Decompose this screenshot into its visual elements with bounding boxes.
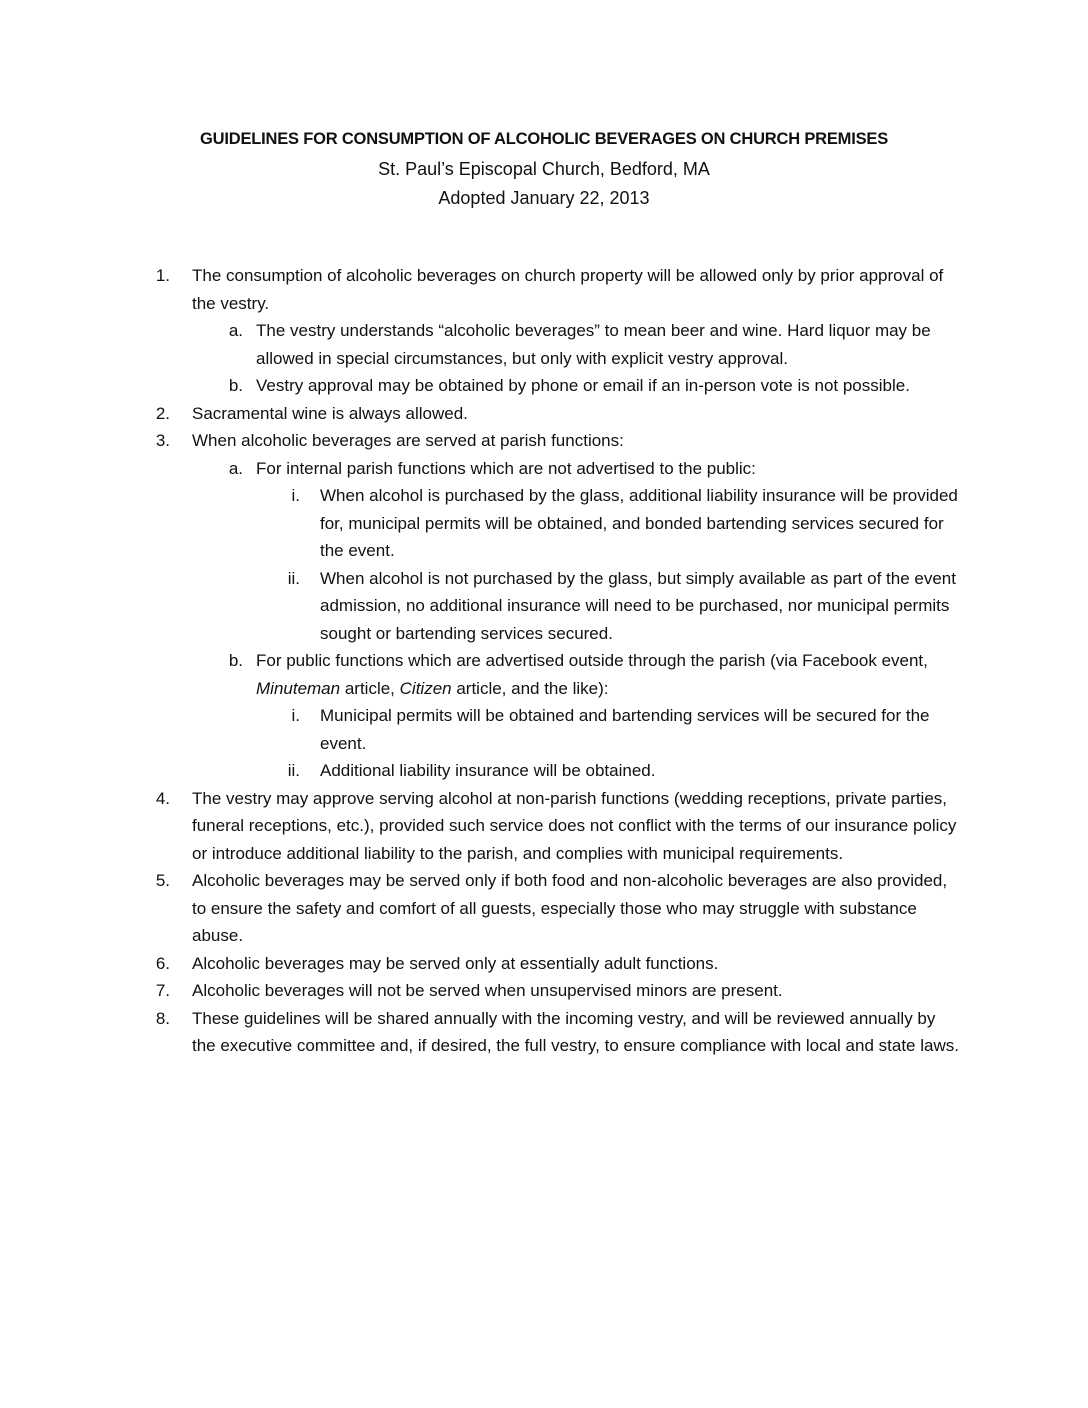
publication-name-citizen: Citizen [399,678,452,698]
item-text: When alcoholic beverages are served at parish functions: [192,431,624,450]
item-text: The vestry may approve serving alcohol at non-parish functions (wedding receptions, private parties, funeral receptions, etc.), provided such service does not conflict with the terms of our insurance policy or introduce additional liability to the parish, and complies with municipal requirements. [192,788,957,863]
item-text: The vestry understands “alcoholic beverages” to mean beer and wine. Hard liquor may be allowed in special circumstances, but only with explicit vestry approval. [256,321,931,368]
guideline-4 [155,785,962,868]
guideline-8 [155,1005,962,1060]
item-marker: ii. [287,568,300,588]
item-text: The consumption of alcoholic beverages on church property will be allowed only by prior approval of the vestry. [192,266,944,313]
item-text: Alcoholic beverages may be served only at essentially adult functions. [192,953,719,973]
item-text: Municipal permits will be obtained and bartending services will be secured for the event. [320,706,930,753]
item-marker: 7. [155,981,170,1000]
guideline-3b-i [291,702,962,757]
guideline-7 [155,977,962,1005]
guideline-3b-ii [287,757,962,785]
item-marker: 2. [155,403,170,423]
item-text-part: For public functions which are advertised outside through the parish (via Facebook event, [256,651,928,670]
item-text [256,651,928,698]
item-marker: 1. [155,266,170,285]
item-marker: ii. [287,761,300,780]
guideline-3b [228,647,962,702]
guideline-1a [228,317,962,372]
guideline-3 [155,427,962,455]
item-marker: i. [291,706,300,725]
guideline-1b [228,372,962,400]
church-name: St. Paul’s Episcopal Church, Bedford, MA [378,159,710,179]
item-text: Sacramental wine is always allowed. [192,403,468,423]
document-title: GUIDELINES FOR CONSUMPTION OF ALCOHOLIC BEVERAGES ON CHURCH PREMISES [200,130,888,148]
adopted-date: Adopted January 22, 2013 [438,188,650,208]
guideline-2 [155,400,962,428]
item-marker: i. [291,486,300,505]
item-marker: 5. [155,871,170,890]
item-marker: 3. [155,431,170,450]
item-text-part: article, [340,678,400,698]
guideline-6 [155,950,962,978]
item-marker: 4. [155,788,170,808]
item-text: Vestry approval may be obtained by phone or email if an in-person vote is not possible. [256,376,910,395]
item-marker: a. [228,321,243,340]
guideline-1 [155,262,962,317]
guideline-3a-ii [287,565,962,648]
guideline-3a-i [291,482,962,565]
item-marker: b. [228,376,243,395]
item-text: When alcohol is purchased by the glass, additional liability insurance will be provided for, municipal permits will be obtained, and bonded bartending services secured for the event. [320,486,958,560]
item-text: For internal parish functions which are not advertised to the public: [256,458,756,478]
item-marker: b. [228,651,243,670]
guidelines-list [0,262,1088,1060]
item-marker: a. [228,458,243,478]
item-marker: 8. [155,1008,170,1028]
item-text: Alcoholic beverages may be served only if both food and non-alcoholic beverages are also provided, to ensure the safety and comfort of all guests, especially those who may struggle with substance abuse. [192,871,948,945]
item-text-part: article, and the like): [451,678,609,698]
publication-name-minuteman: Minuteman [256,678,341,698]
item-text: When alcohol is not purchased by the glass, but simply available as part of the event admission, no additional insurance will need to be purchased, nor municipal permits sought or bartending services secured. [320,568,956,643]
item-text: Alcoholic beverages will not be served when unsupervised minors are present. [192,981,783,1000]
item-text: Additional liability insurance will be obtained. [320,761,656,780]
guideline-3a [228,455,962,483]
item-marker: 6. [155,953,170,973]
item-text: These guidelines will be shared annually with the incoming vestry, and will be reviewed annually by the executive committee and, if desired, the full vestry, to ensure compliance with local and state laws. [192,1008,959,1055]
guideline-5 [155,867,962,950]
